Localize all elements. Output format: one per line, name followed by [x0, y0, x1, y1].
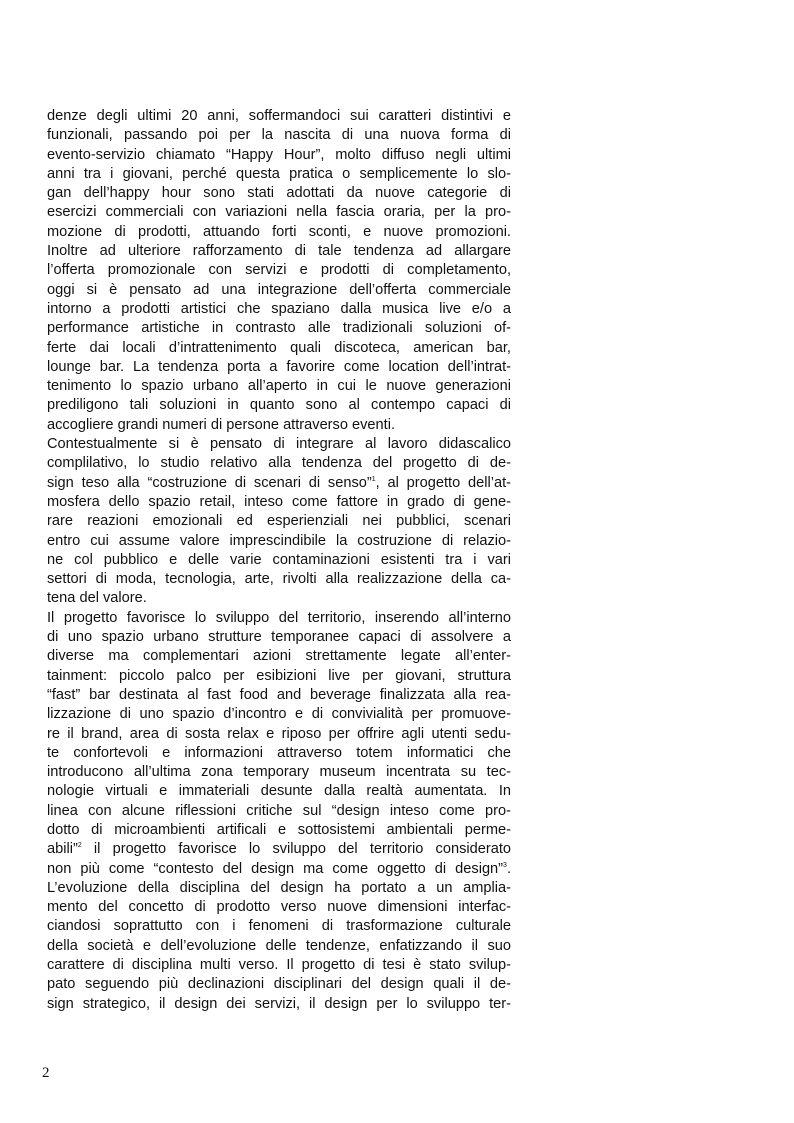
text-line: evento-servizio chiamato “Happy Hour”, molto diffuso negli ultimi [47, 146, 511, 163]
text-line: mosfera dello spazio retail, inteso come fattore in grado di gene- [47, 493, 511, 510]
text-line: tena del valore. [47, 590, 147, 607]
text-fragment: . [506, 860, 511, 877]
text-line [47, 840, 511, 859]
text-line: rare reazioni emozionali ed esperienziali nei pubblici, scenari [47, 513, 511, 530]
text-line: ne col pubblico e delle varie contaminazioni esistenti tra i vari [47, 551, 511, 568]
footnote-ref: 1 [371, 475, 376, 483]
text-line: carattere di disciplina multi verso. Il progetto di tesi è stato svilup- [47, 957, 511, 974]
text-line: tainment: piccolo palco per esibizioni live per giovani, struttura [47, 667, 511, 684]
text-line: esercizi commerciali con variazioni nella fascia oraria, per la pro- [47, 204, 511, 221]
footnote-ref: 2 [77, 842, 82, 850]
text-line: tenimento lo spazio urbano all’aperto in cui le nuove generazioni [47, 378, 511, 395]
text-line: Inoltre ad ulteriore rafforzamento di tale tendenza ad allargare [47, 243, 511, 260]
text-line: mozione di prodotti, attuando forti sconti, e nuove promozioni. [47, 223, 511, 240]
text-line: accogliere grandi numeri di persone attraverso eventi. [47, 416, 396, 433]
text-line: ferte dai locali d’intrattenimento quali discoteca, american bar, [47, 339, 511, 356]
text-fragment: , al progetto dell’at- [375, 474, 511, 491]
text-line: l’offerta promozionale con servizi e prodotti di completamento, [47, 262, 511, 279]
text-line: performance artistiche in contrasto alle tradizionali soluzioni of- [47, 320, 511, 337]
text-line: ciandosi soprattutto con i fenomeni di trasformazione culturale [47, 918, 511, 935]
text-line: re il brand, area di sosta relax e riposo per offrire agli utenti sedu- [47, 725, 511, 742]
text-line: denze degli ultimi 20 anni, soffermandoci sui caratteri distintivi e [47, 108, 511, 124]
text-line: oggi si è pensato ad una integrazione dell’offerta commerciale [47, 281, 511, 298]
footnote-ref: 3 [503, 861, 507, 869]
text-fragment: il progetto favorisce lo sviluppo del territorio considerato [81, 841, 511, 858]
text-line: linea con alcune riflessioni critiche sul “design inteso come pro- [47, 802, 511, 819]
text-line: diverse ma complementari azioni strettamente legate all’enter- [47, 648, 511, 665]
text-line: nologie virtuali e immateriali desunte dalla realtà aumentata. In [47, 783, 511, 800]
text-line: complilativo, lo studio relativo alla tendenza del progetto di de- [47, 455, 511, 472]
text-line: sign strategico, il design dei servizi, il design per lo sviluppo ter- [47, 995, 511, 1012]
text-line: dotto di microambienti artificali e sottosistemi ambientali perme- [47, 821, 511, 838]
text-line: di uno spazio urbano strutture temporanee capaci di assolvere a [47, 629, 511, 646]
text-line: entro cui assume valore imprescindibile la costruzione di relazio- [47, 532, 511, 549]
text-line: funzionali, passando poi per la nascita di una nuova forma di [47, 127, 511, 144]
text-line: mento del concetto di prodotto verso nuove dimensioni interfac- [47, 899, 511, 916]
text-line: lizzazione di uno spazio d’incontro e di convivialità per promuove- [47, 706, 511, 723]
text-line: “fast” bar destinata al fast food and beverage finalizzata alla rea- [47, 686, 511, 703]
text-fragment: abili” [47, 841, 78, 858]
text-line: lounge bar. La tendenza porta a favorire come location dell’intrat- [47, 358, 511, 375]
text-line [47, 474, 511, 493]
text-line: della società e dell’evoluzione delle tendenze, enfatizzando il suo [47, 937, 511, 954]
text-fragment: sign teso alla “costruzione di scenari di senso” [47, 474, 372, 491]
text-line: intorno a prodotti artistici che spaziano dalla musica live e/o a [47, 300, 511, 317]
text-line: gan dell’happy hour sono stati adottati da nuove categorie di [47, 185, 511, 202]
text-line: te confortevoli e informazioni attraverso totem informatici che [47, 744, 511, 761]
text-line: Il progetto favorisce lo sviluppo del territorio, inserendo all’interno [47, 609, 511, 626]
text-line: prediligono tali soluzioni in quanto sono al contempo capaci di [47, 397, 511, 414]
text-line: introducono all’ultima zona temporary museum incentrata su tec- [47, 764, 511, 781]
page-number: 2 [42, 1065, 50, 1081]
text-line: anni tra i giovani, perché questa pratica o semplicemente lo slo- [47, 165, 511, 182]
text-line [47, 860, 511, 879]
text-fragment: non più come “contesto del design ma come oggetto di design” [47, 860, 504, 877]
text-line: pato seguendo più declinazioni disciplinari del design quali il de- [47, 976, 511, 993]
text-line: Contestualmente si è pensato di integrare al lavoro didascalico [47, 436, 511, 453]
text-line: settori di moda, tecnologia, arte, rivolti alla realizzazione della ca- [47, 571, 511, 588]
body-text [47, 107, 511, 1014]
text-line: L’evoluzione della disciplina del design ha portato a un amplia- [47, 879, 511, 896]
